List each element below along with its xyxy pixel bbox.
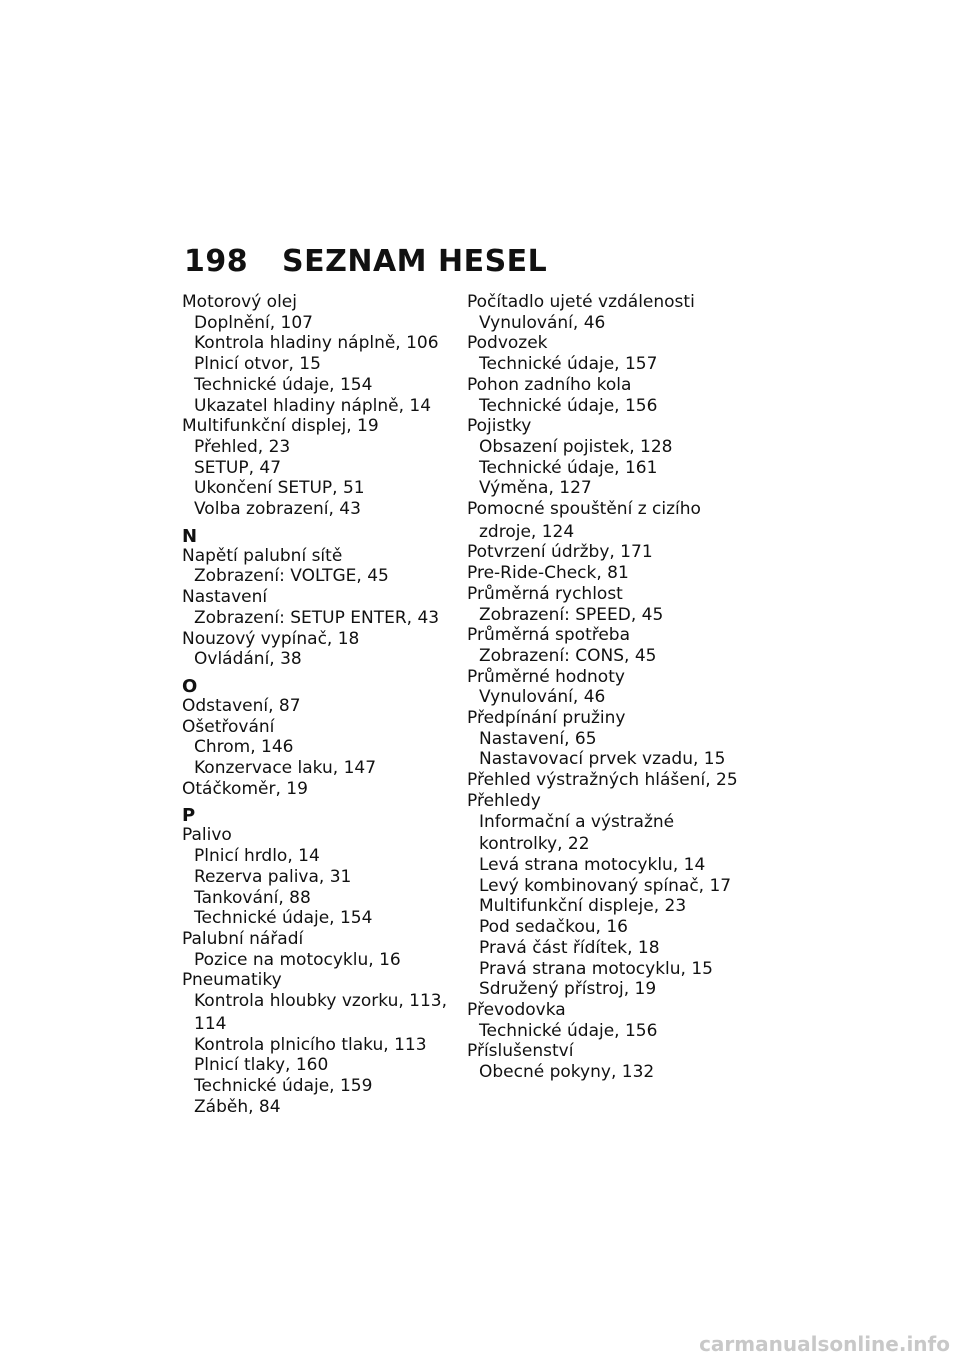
index-subentry: Obsazení pojistek, 128 bbox=[479, 436, 673, 457]
index-subentry: Plnicí hrdlo, 14 bbox=[194, 846, 320, 867]
index-entry: Palubní nářadí bbox=[182, 928, 304, 949]
index-subentry: Nastavení, 65 bbox=[479, 728, 597, 749]
index-subentry: Tankování, 88 bbox=[194, 887, 311, 908]
index-column-left bbox=[182, 292, 462, 1117]
index-subentry: Ovládání, 38 bbox=[194, 649, 302, 670]
index-subentry: Pravá část řídítek, 18 bbox=[479, 937, 660, 958]
index-entry: Pneumatiky bbox=[182, 970, 282, 991]
index-subentry: Zobrazení: SETUP ENTER, 43 bbox=[194, 607, 440, 628]
index-letter-heading: P bbox=[182, 805, 196, 827]
index-entry: Pojistky bbox=[467, 416, 532, 437]
index-subentry: Pod sedačkou, 16 bbox=[479, 917, 628, 938]
index-subentry: Obecné pokyny, 132 bbox=[479, 1062, 655, 1083]
index-entry: Převodovka bbox=[467, 999, 566, 1020]
index-entry: Podvozek bbox=[467, 333, 548, 354]
index-entry: Otáčkoměr, 19 bbox=[182, 778, 308, 799]
index-entry: Pomocné spouštění z cizího bbox=[467, 499, 701, 520]
index-subentry: Vynulování, 46 bbox=[479, 312, 606, 333]
index-subentry: Rezerva paliva, 31 bbox=[194, 866, 352, 887]
index-subentry: Technické údaje, 154 bbox=[194, 374, 373, 395]
index-entry: Napětí palubní sítě bbox=[182, 545, 343, 566]
index-entry: Nouzový vypínač, 18 bbox=[182, 628, 360, 649]
index-entry: Palivo bbox=[182, 825, 232, 846]
index-subentry: SETUP, 47 bbox=[194, 457, 282, 478]
index-subentry: Technické údaje, 159 bbox=[194, 1075, 373, 1096]
index-subentry: kontrolky, 22 bbox=[479, 834, 590, 855]
page-title: SEZNAM HESEL bbox=[282, 244, 548, 279]
index-entry: Pre-Ride-Check, 81 bbox=[467, 563, 629, 584]
index-entry: Odstavení, 87 bbox=[182, 695, 301, 716]
index-entry: Potvrzení údržby, 171 bbox=[467, 542, 653, 563]
index-entry: Nastavení bbox=[182, 587, 268, 608]
index-subentry: Kontrola hladiny náplně, 106 bbox=[194, 333, 439, 354]
watermark: carmanualsonline.info bbox=[699, 1332, 950, 1356]
index-subentry: Technické údaje, 157 bbox=[479, 354, 658, 375]
index-subentry: Ukazatel hladiny náplně, 14 bbox=[194, 395, 432, 416]
index-subentry: Volba zobrazení, 43 bbox=[194, 499, 361, 520]
index-subentry: Plnicí otvor, 15 bbox=[194, 354, 321, 375]
index-subentry: Vynulování, 46 bbox=[479, 687, 606, 708]
index-entry: Předpínání pružiny bbox=[467, 708, 626, 729]
index-entry: Multifunkční displej, 19 bbox=[182, 416, 379, 437]
index-entry: Přehled výstražných hlášení, 25 bbox=[467, 770, 738, 791]
index-column-right bbox=[467, 292, 747, 1083]
index-subentry: Multifunkční displeje, 23 bbox=[479, 896, 687, 917]
index-subentry: Technické údaje, 154 bbox=[194, 908, 373, 929]
index-subentry: Výměna, 127 bbox=[479, 478, 592, 499]
index-subentry: Zobrazení: CONS, 45 bbox=[479, 645, 657, 666]
index-entry: Přehledy bbox=[467, 790, 541, 811]
index-subentry: Levá strana motocyklu, 14 bbox=[479, 854, 706, 875]
index-subentry: Levý kombinovaný spínač, 17 bbox=[479, 875, 732, 896]
index-entry: Počítadlo ujeté vzdálenosti bbox=[467, 292, 695, 312]
index-subentry: Záběh, 84 bbox=[194, 1096, 281, 1117]
index-letter-heading: N bbox=[182, 525, 198, 547]
index-entry: Příslušenství bbox=[467, 1041, 574, 1062]
index-subentry: Pozice na motocyklu, 16 bbox=[194, 949, 401, 970]
index-subentry: Kontrola hloubky vzorku, 113, bbox=[194, 991, 447, 1012]
index-subentry: Technické údaje, 161 bbox=[479, 457, 658, 478]
index-entry: Motorový olej bbox=[182, 292, 297, 312]
index-entry: Ošetřování bbox=[182, 716, 275, 737]
index-entry: Průměrné hodnoty bbox=[467, 666, 625, 687]
page-header bbox=[184, 244, 547, 279]
index-subentry: Plnicí tlaky, 160 bbox=[194, 1055, 329, 1076]
index-subentry: Konzervace laku, 147 bbox=[194, 758, 377, 779]
index-subentry: 114 bbox=[194, 1013, 227, 1034]
index-subentry: Pravá strana motocyklu, 15 bbox=[479, 958, 713, 979]
index-subentry: Kontrola plnicího tlaku, 113 bbox=[194, 1034, 427, 1055]
index-entry: Průměrná rychlost bbox=[467, 583, 623, 604]
index-subentry: Doplnění, 107 bbox=[194, 312, 313, 333]
index-subentry: Technické údaje, 156 bbox=[479, 1020, 658, 1041]
index-subentry: Přehled, 23 bbox=[194, 436, 291, 457]
index-subentry: zdroje, 124 bbox=[479, 521, 575, 542]
index-subentry: Sdružený přístroj, 19 bbox=[479, 979, 657, 1000]
index-subentry: Nastavovací prvek vzadu, 15 bbox=[479, 749, 726, 770]
index-entry: Průměrná spotřeba bbox=[467, 625, 631, 646]
page-number: 198 bbox=[184, 244, 249, 279]
index-subentry: Ukončení SETUP, 51 bbox=[194, 478, 365, 499]
index-subentry: Chrom, 146 bbox=[194, 737, 294, 758]
index-subentry: Informační a výstražné bbox=[479, 811, 675, 832]
index-subentry: Technické údaje, 156 bbox=[479, 395, 658, 416]
index-entry: Pohon zadního kola bbox=[467, 374, 632, 395]
index-subentry: Zobrazení: SPEED, 45 bbox=[479, 604, 664, 625]
index-letter-heading: O bbox=[182, 675, 198, 697]
index-subentry: Zobrazení: VOLTGE, 45 bbox=[194, 566, 389, 587]
